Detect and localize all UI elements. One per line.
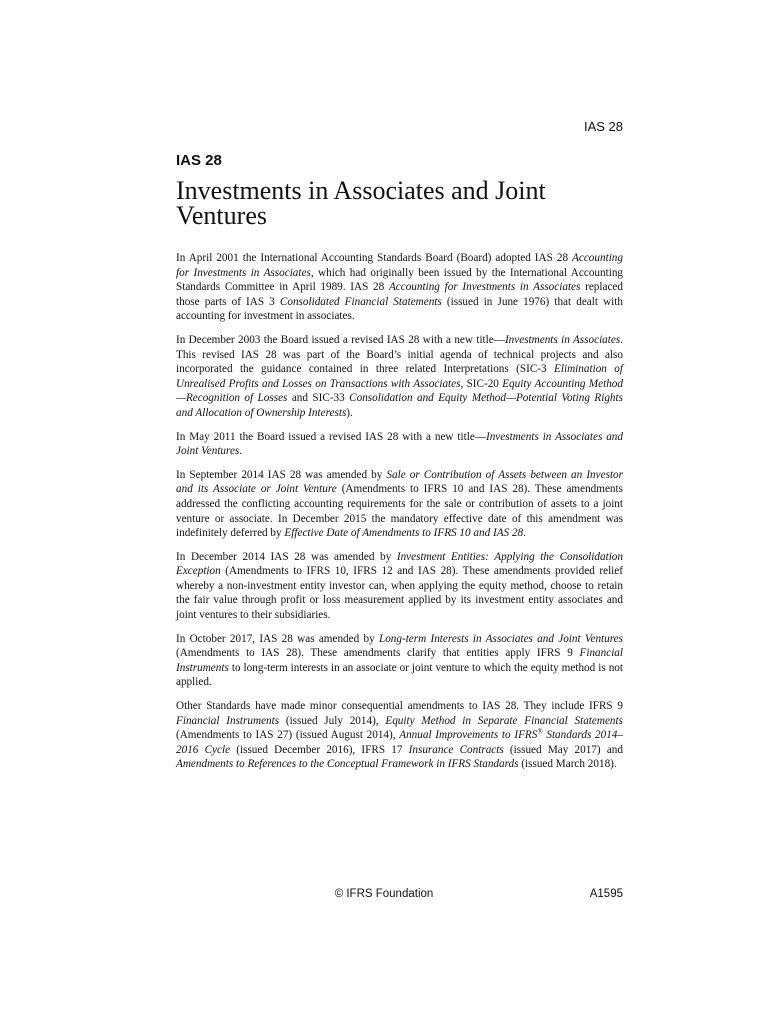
italic-title: Financial Instruments	[176, 647, 623, 674]
text-run: and SIC-33	[287, 392, 350, 405]
page-number: A1595	[589, 888, 623, 900]
body-text	[176, 251, 623, 781]
italic-title: Equity Method in Separate Financial Statements	[385, 714, 623, 727]
text-run: (Amendments to IAS 28). These amendments clarify that entities apply IFRS 9	[176, 647, 580, 660]
paragraph	[176, 632, 623, 690]
text-run: (Amendments to IFRS 10, IFRS 12 and IAS 28). These amendments provided relief whereby a non-investment entity investor can, when applying the equity method, choose to retain the fair value through profit or loss measurement applied by its investment entity associates and joint ventures to their subsidiaries.	[176, 565, 623, 622]
text-run: In December 2014 IAS 28 was amended by	[176, 550, 397, 563]
text-run: In April 2001 the International Accounting Standards Board (Board) adopted IAS 28	[176, 252, 573, 264]
text-run: (issued March 2018).	[518, 758, 617, 771]
italic-title: Accounting for Investments in Associates	[176, 252, 623, 279]
italic-title: Effective Date of Amendments to IFRS 10 and IAS 28	[284, 527, 524, 540]
paragraph	[176, 550, 623, 623]
text-run: replaced those parts of IAS 3	[176, 281, 623, 308]
text-run: . This revised IAS 28 was part of the Board’s initial agenda of technical projects and also incorporated the guidance contained in three related Interpretations (SIC-3	[176, 333, 624, 376]
text-run: to long-term interests in an associate or joint venture to which the equity method is not applied.	[176, 661, 623, 689]
text-run: In October 2017, IAS 28 was amended by	[176, 632, 379, 645]
italic-title: Annual Improvements to IFRS	[399, 729, 538, 742]
text-run: In September 2014 IAS 28 was amended by	[176, 468, 387, 481]
paragraph	[176, 430, 623, 459]
text-run: (Amendments to IAS 27) (issued August 2014),	[176, 729, 400, 742]
paragraph	[176, 333, 623, 421]
page-title: Investments in Associates and Joint Ventures	[176, 176, 546, 230]
text-run: (issued July 2014),	[279, 714, 386, 727]
italic-title: Investments in Associates	[504, 333, 621, 346]
text-run: (issued December 2016), IFRS 17	[230, 743, 409, 756]
italic-title: Accounting for Investments in Associates	[388, 281, 581, 294]
text-run: (issued in June 1976) that dealt with accounting for investment in associates.	[176, 295, 623, 323]
italic-title: Investment Entities: Applying the Consolidation Exception	[176, 550, 623, 578]
italic-title: Sale or Contribution of Assets between an Investor and its Associate or Joint Venture	[176, 468, 623, 496]
text-run: (issued May 2017) and	[503, 743, 623, 756]
paragraph	[176, 699, 623, 772]
italic-title: Equity Accounting Method—Recognition of Losses	[176, 377, 623, 405]
italic-title: Investments in Associates and Joint Ventures	[176, 430, 623, 458]
text-run: .	[523, 527, 526, 540]
text-run: Other Standards have made minor consequential amendments to IAS 28. They include IFRS 9	[176, 700, 623, 713]
paragraph	[176, 251, 623, 324]
italic-title: Long-term Interests in Associates and Joint Ventures	[378, 632, 624, 645]
text-run: In December 2003 the Board issued a revised IAS 28 with a new title—	[176, 333, 505, 346]
text-run: , which had originally been issued by the International Accounting Standards Committee in April 1989. IAS 28	[176, 266, 624, 294]
italic-title: Elimination of Unrealised Profits and Losses on Transactions with Associates	[176, 363, 623, 390]
text-run: ).	[346, 406, 353, 419]
italic-title: Insurance Contracts	[408, 743, 504, 756]
text-run: In May 2011 the Board issued a revised IAS 28 with a new title—	[176, 430, 486, 443]
running-head: IAS 28	[583, 119, 623, 134]
standard-label: IAS 28	[176, 152, 222, 169]
footer-copyright: © IFRS Foundation	[334, 888, 434, 900]
italic-title: Financial Instruments	[176, 714, 280, 727]
text-run: , SIC-20	[460, 377, 503, 390]
text-run: (Amendments to IFRS 10 and IAS 28). These amendments addressed the conflicting accounting requirements for the sale or contribution of assets to a joint venture or associate. In December 2015 the mandatory effective date of this amendment was indefinitely deferred by	[176, 483, 623, 540]
superscript-mark: ®	[537, 727, 543, 736]
paragraph	[176, 468, 623, 541]
text-run: .	[239, 445, 243, 458]
italic-title: Amendments to References to the Conceptual Framework in IFRS Standards	[176, 758, 519, 771]
italic-title: Consolidated Financial Statements	[279, 295, 442, 308]
italic-title: Standards 2014–2016 Cycle	[176, 729, 623, 756]
italic-title: Consolidation and Equity Method—Potential Voting Rights and Allocation of Ownership Interests	[176, 392, 623, 419]
